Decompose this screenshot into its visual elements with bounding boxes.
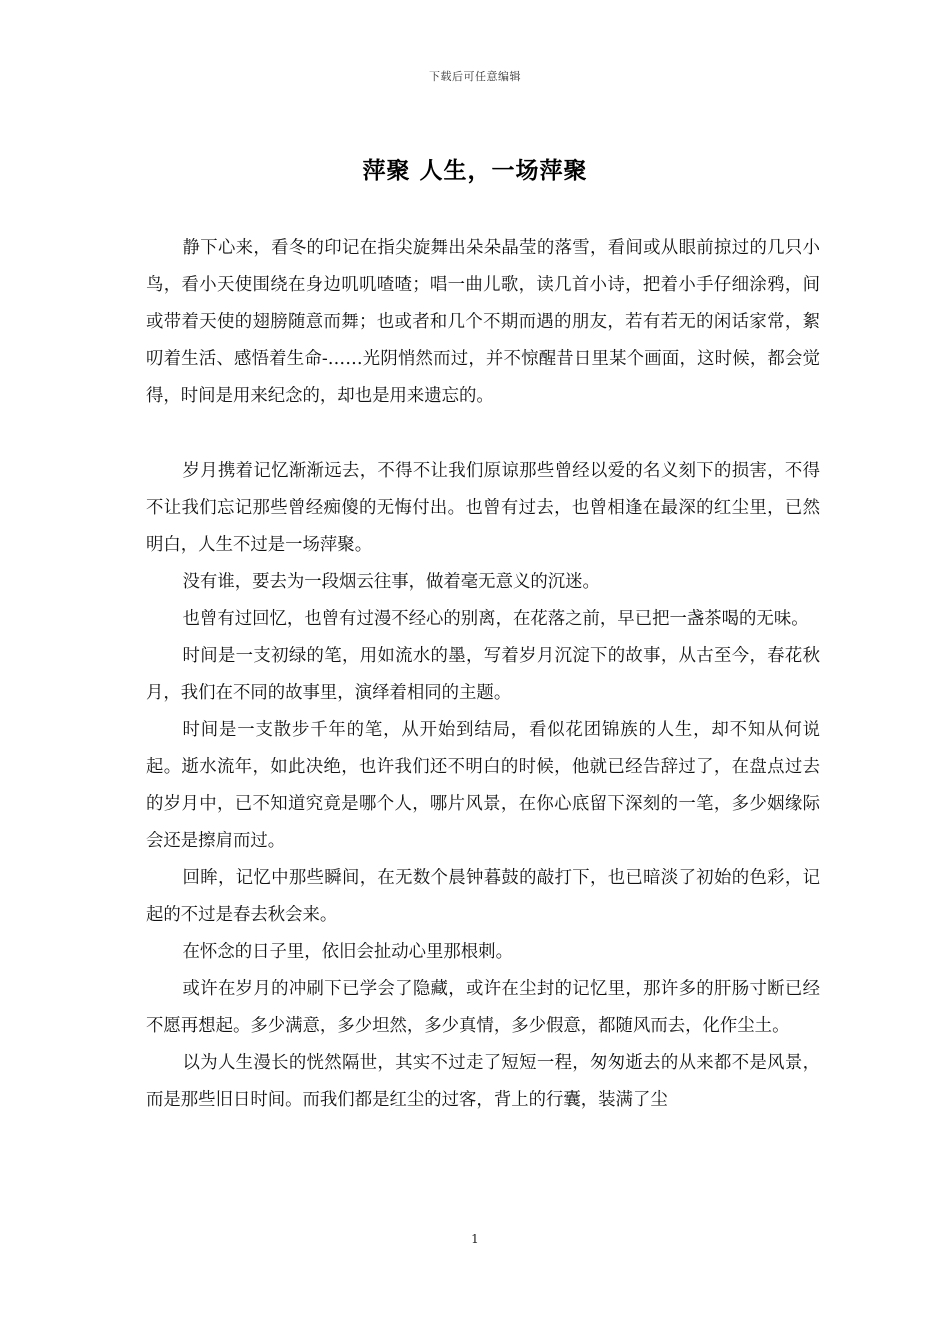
paragraph: 也曾有过回忆，也曾有过漫不经心的别离，在花落之前，早已把一盏茶喝的无味。	[182, 609, 809, 629]
document-title: 萍聚 人生，一场萍聚	[362, 157, 588, 184]
header-note: 下载后可任意编辑	[429, 70, 521, 83]
paragraph: 岁月携着记忆渐渐远去，不得不让我们原谅那些曾经以爱的名义刻下的损害，不得不让我们忘记那些曾经痴傻的无悔付出。也曾有过去，也曾相逢在最深的红尘里，已然明白，人生不过是一场萍聚。	[146, 461, 820, 555]
paragraph: 没有谁，要去为一段烟云往事，做着毫无意义的沉迷。	[182, 572, 600, 592]
paragraph: 时间是一支初绿的笔，用如流水的墨，写着岁月沉淀下的故事，从古至今，春花秋月，我们在不同的故事里，演绎着相同的主题。	[146, 646, 820, 703]
paragraph: 以为人生漫长的恍然隔世，其实不过走了短短一程，匆匆逝去的从来都不是风景，而是那些旧日时间。而我们都是红尘的过客，背上的行囊，装满了尘	[146, 1053, 820, 1110]
paragraph: 时间是一支散步千年的笔，从开始到结局，看似花团锦族的人生，却不知从何说起。逝水流年，如此决绝，也许我们还不明白的时候，他就已经告辞过了，在盘点过去的岁月中，已不知道究竟是哪个人，哪片风景，在你心底留下深刻的一笔，多少姻缘际会还是擦肩而过。	[146, 720, 820, 851]
paragraph: 在怀念的日子里，依旧会扯动心里那根刺。	[182, 942, 513, 962]
body-section-2	[146, 453, 820, 1119]
body-section-1	[146, 230, 820, 415]
page-number: 1	[471, 1232, 479, 1246]
paragraph: 或许在岁月的冲刷下已学会了隐藏，或许在尘封的记忆里，那许多的肝肠寸断已经不愿再想起。多少满意，多少坦然，多少真情，多少假意，都随风而去，化作尘土。	[146, 979, 820, 1036]
paragraph: 静下心来，看冬的印记在指尖旋舞出朵朵晶莹的落雪，看间或从眼前掠过的几只小鸟，看小天使围绕在身边叽叽喳喳；唱一曲儿歌，读几首小诗，把着小手仔细涂鸦，间或带着天使的翅膀随意而舞；也或者和几个不期而遇的朋友，若有若无的闲话家常，絮叨着生活、感悟着生命-……光阴悄然而过，并不惊醒昔日里某个画面，这时候，都会觉得，时间是用来纪念的，却也是用来遗忘的。	[146, 238, 820, 406]
paragraph: 回眸，记忆中那些瞬间，在无数个晨钟暮鼓的敲打下，也已暗淡了初始的色彩，记起的不过是春去秋会来。	[146, 868, 820, 925]
